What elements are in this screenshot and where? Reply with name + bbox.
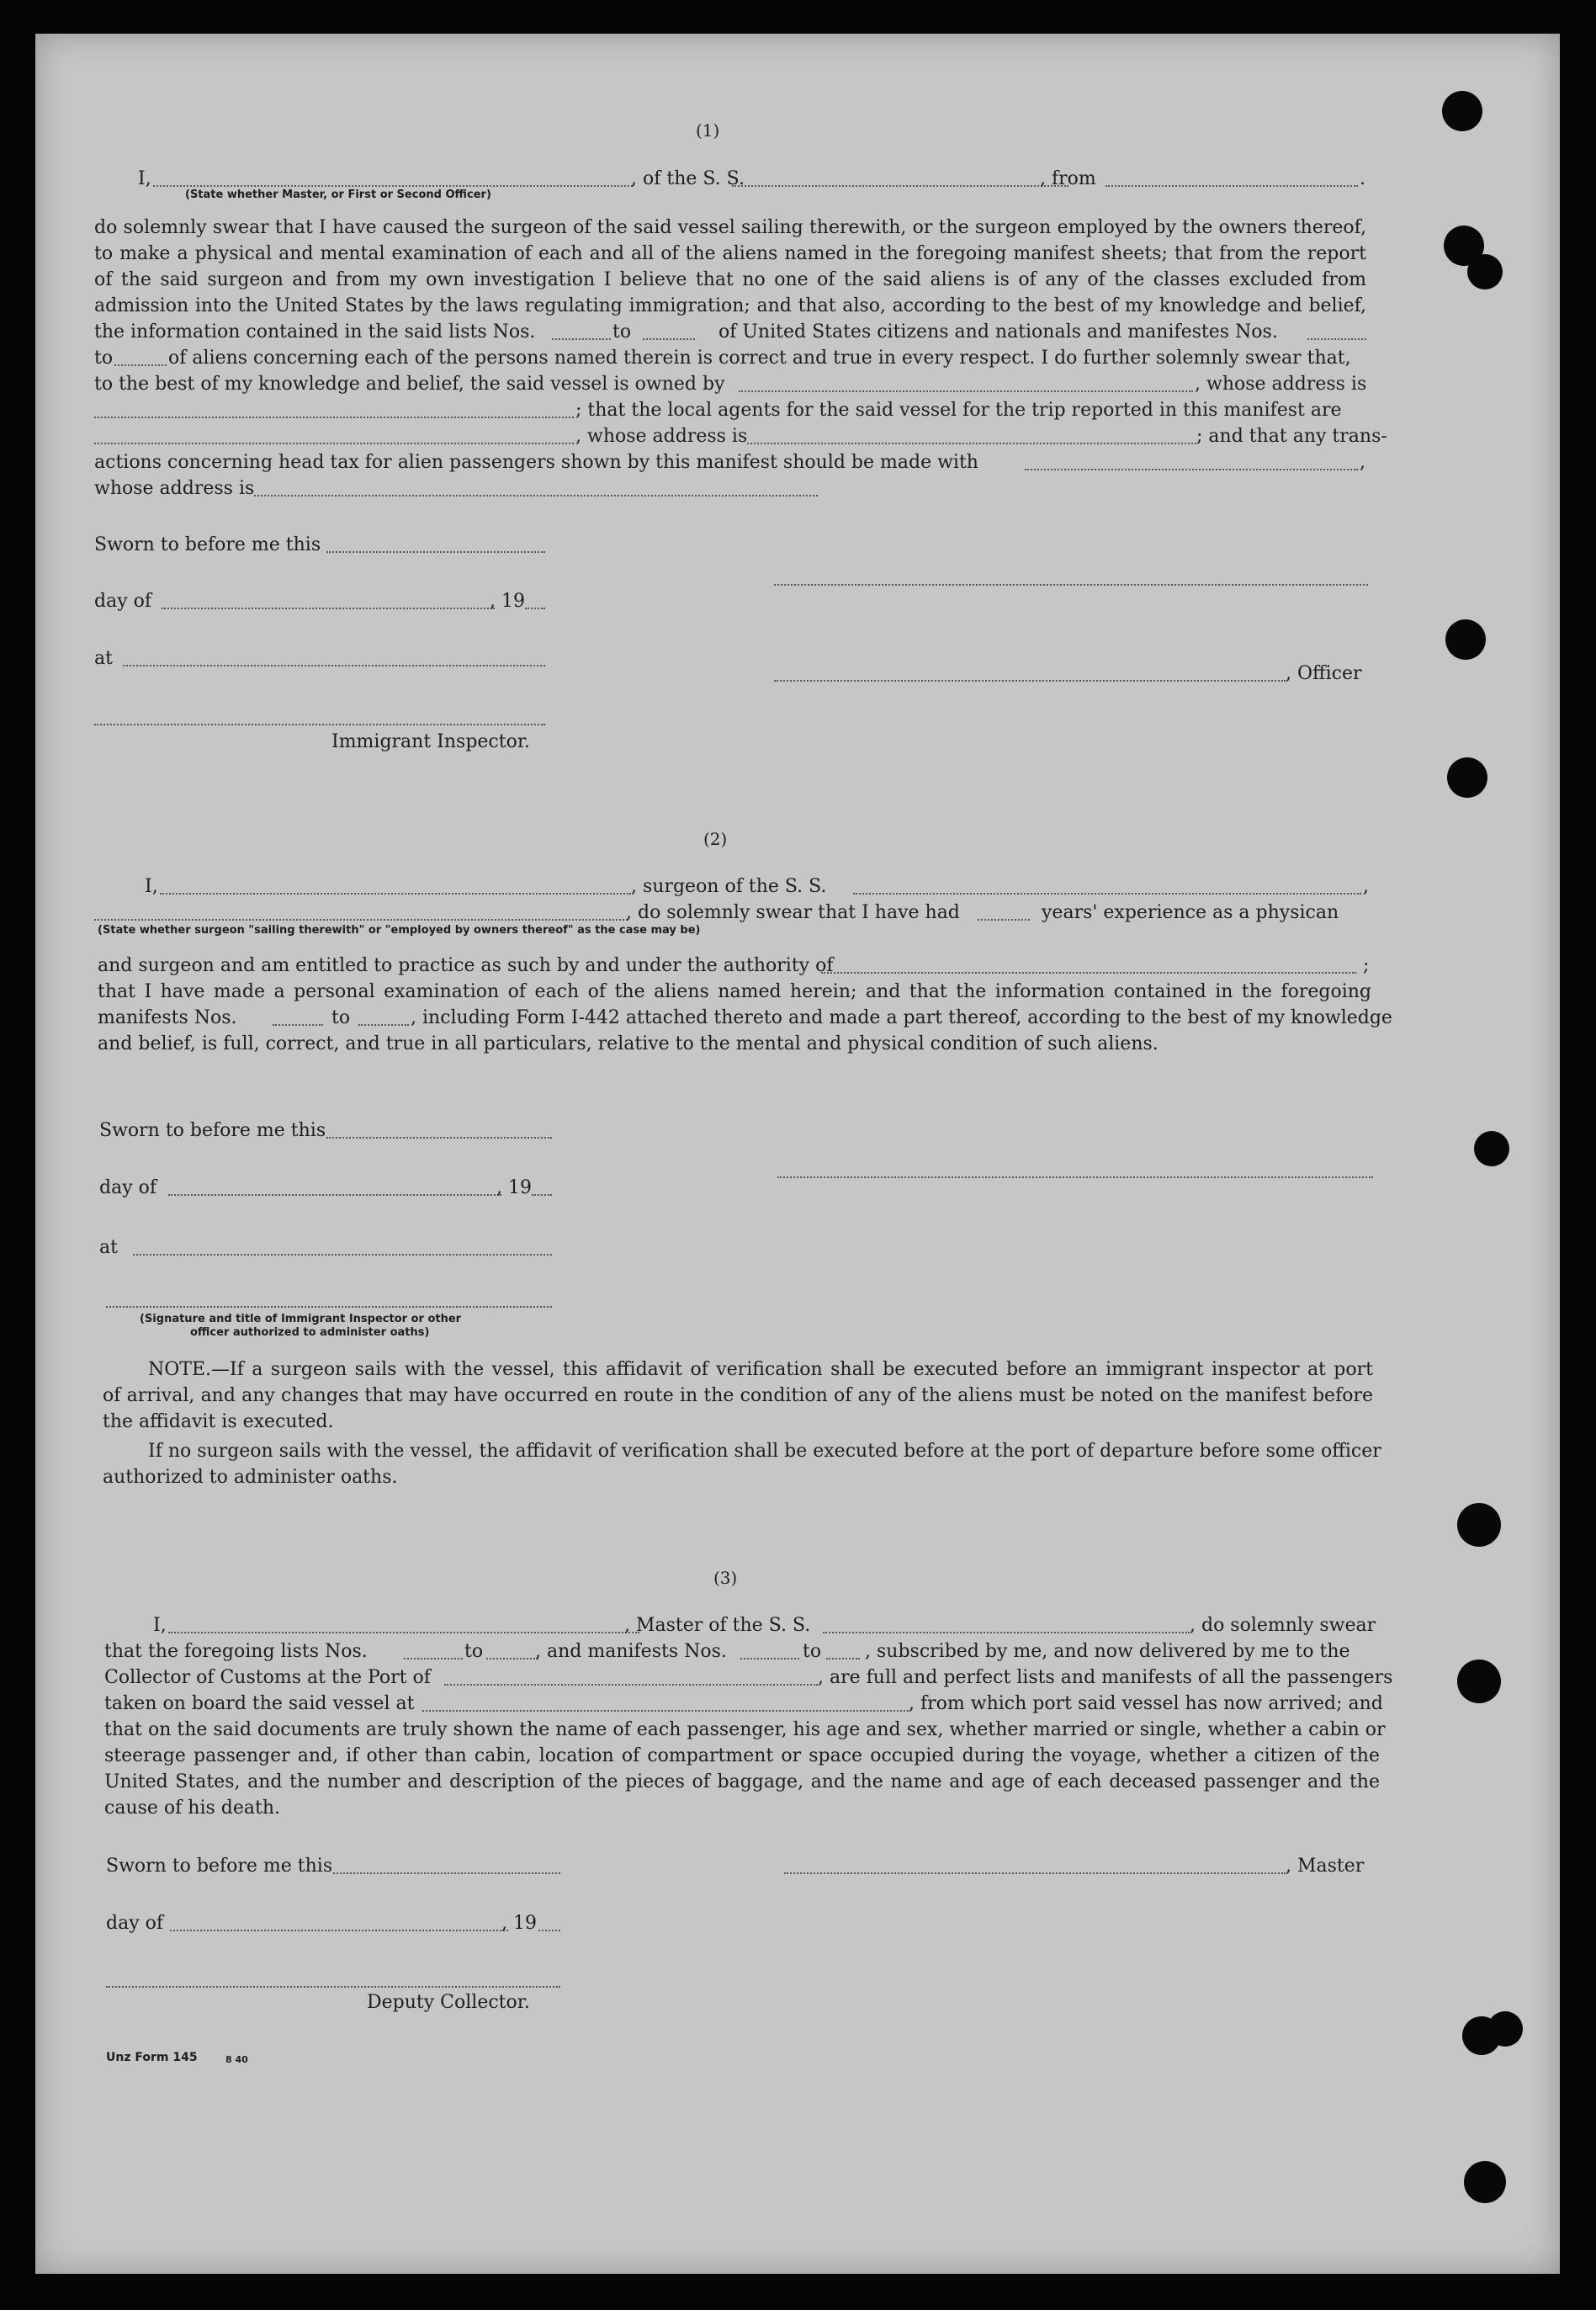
section-number: (1) [696,120,720,141]
fill-line-boarding-port[interactable] [422,1710,909,1712]
text-line: and belief, is full, correct, and true in all particulars, relative to the mental and physical condition of such aliens. [98,1033,1159,1054]
text: actions concerning head tax for alien passengers shown by this manifest should be made with [94,452,978,473]
fill-line-authority[interactable] [821,972,1356,974]
fill-line-year[interactable] [532,1194,552,1196]
text: I, [145,876,158,897]
fill-line-list-to[interactable] [486,1658,538,1659]
fill-line-head-tax-address[interactable] [254,495,818,497]
fill-line-from[interactable] [1106,185,1358,187]
fill-line-local-agents[interactable] [94,443,574,444]
fill-line-agents-address[interactable] [747,443,1196,444]
text-line: cause of his death. [104,1798,280,1819]
punch-hole [1474,1131,1509,1166]
note-text: the affidavit is executed. [103,1411,334,1432]
fill-line-head-tax-party[interactable] [1025,469,1358,470]
fill-line-vessel[interactable] [732,185,1068,187]
instruction-note: (State whether surgeon "sailing therewith" or "employed by owners thereof" as the case may be) [98,924,701,937]
punch-hole [1467,254,1503,289]
fill-line-manifest-to[interactable] [826,1658,860,1659]
text: , including Form I-442 attached thereto and made a part thereof, according to the best of my knowledge [411,1007,1392,1028]
fill-line-list-from[interactable] [404,1658,463,1659]
fill-line-port[interactable] [444,1684,818,1686]
fill-line-sworn-date[interactable] [326,551,545,553]
text: , [1360,452,1365,473]
text: ; [1363,955,1370,976]
punch-hole [1442,91,1482,131]
text: and surgeon and am entitled to practice as such by and under the authority of [98,955,834,976]
form-number: Unz Form 145 [106,2051,198,2064]
fill-line-list-from[interactable] [552,338,611,340]
fill-line-manifest-to[interactable] [114,364,167,366]
text: to [464,1641,484,1662]
text: , and manifests Nos. [535,1641,727,1662]
text-line: do solemnly swear that I have caused the surgeon of the said vessel sailing therewith, or the surgeon employed by the owners thereof, [94,217,1366,238]
signature-note: officer authorized to administer oaths) [190,1326,430,1339]
text-line: steerage passenger and, if other than cabin, location of compartment or space occupied during the voyage, whether a citizen of the [104,1745,1380,1766]
text-line: United States, and the number and description of the pieces of baggage, and the name and age of each deceased passenger and the [104,1771,1380,1792]
day-of-label: day of [94,591,152,612]
text: ; and that any trans- [1196,426,1387,447]
fill-line-vessel[interactable] [823,1632,1190,1633]
text: to [331,1007,351,1028]
fill-line-owner-address[interactable] [94,417,574,418]
fill-line-place[interactable] [133,1254,552,1256]
text-line: of the said surgeon and from my own investigation I believe that no one of the said aliens is of any of the classes excluded from [94,269,1366,290]
text: to [612,321,632,343]
text: , whose address is [1195,374,1367,395]
signature-line-inspector[interactable] [94,724,545,725]
fill-line-surgeon-status[interactable] [94,919,628,921]
form-sheet [35,34,1560,2274]
text: Collector of Customs at the Port of [104,1667,431,1688]
signature-note: (Signature and title of Immigrant Inspector or other [140,1313,462,1325]
text: I, [153,1615,167,1636]
fill-line-surgeon-name[interactable] [160,893,631,895]
text: , whose address is [575,426,748,447]
form-code: 8 40 [225,2054,248,2065]
fill-line-year[interactable] [525,608,545,609]
text: whose address is [94,478,255,499]
fill-line-list-to[interactable] [643,338,695,340]
day-of-label: day of [106,1913,164,1934]
text: , surgeon of the S. S. [631,876,827,897]
fill-line-month[interactable] [170,1930,508,1931]
text-line: that I have made a personal examination of each of the aliens named herein; and that the information contained in the foregoing [98,981,1371,1002]
text-line: to make a physical and mental examination of each and all of the aliens named in the foregoing manifest sheets; that from the report [94,243,1366,264]
sworn-label: Sworn to before me this [106,1856,333,1877]
note-text: authorized to administer oaths. [103,1467,398,1488]
note-text: of arrival, and any changes that may have occurred en route in the condition of any of the aliens must be noted on the manifest before [103,1385,1373,1406]
text: of aliens concerning each of the persons named therein is correct and true in every respect. I do further solemnly swear that, [168,348,1351,369]
punch-hole [1457,1659,1501,1703]
text: , from [1040,168,1096,189]
punch-hole [1447,757,1487,798]
punch-hole [1464,2161,1506,2203]
text: to the best of my knowledge and belief, the said vessel is owned by [94,374,725,395]
fill-line-manifest-from[interactable] [740,1658,799,1659]
text: , Master of the S. S. [624,1615,811,1636]
signature-line-officer[interactable] [774,680,1286,682]
fill-line-years[interactable] [978,919,1030,921]
text: to [803,1641,822,1662]
punch-hole [1445,619,1486,660]
text: , do solemnly swear that I have had [626,902,960,923]
fill-line-month[interactable] [168,1194,501,1196]
fill-line-manifest-to[interactable] [358,1024,409,1026]
text: , from which port said vessel has now arrived; and [909,1693,1383,1714]
deputy-collector-label: Deputy Collector. [367,1992,530,2013]
text: to [94,348,114,369]
at-label: at [99,1237,118,1258]
sworn-label: Sworn to before me this [94,534,321,555]
fill-line-vessel[interactable] [853,893,1361,895]
text: taken on board the said vessel at [104,1693,415,1714]
inspector-label: Immigrant Inspector. [331,731,530,752]
at-label: at [94,648,113,669]
section-number: (2) [703,829,728,849]
instruction-note: (State whether Master, or First or Second Officer) [185,189,491,201]
officer-label: , Officer [1286,663,1362,684]
text-line: that on the said documents are truly shown the name of each passenger, his age and sex, whether married or single, whether a cabin or [104,1719,1386,1740]
signature-line-inspector[interactable] [106,1306,552,1308]
signature-line-1[interactable] [774,584,1368,586]
day-of-label: day of [99,1177,157,1198]
sworn-label: Sworn to before me this [99,1120,326,1141]
signature-line-master[interactable] [784,1872,1286,1874]
text: , are full and perfect lists and manifests of all the passengers [818,1667,1393,1688]
text: the information contained in the said lists Nos. [94,321,536,343]
text-line: admission into the United States by the laws regulating immigration; and that also, according to the best of my knowledge and belief, [94,295,1366,316]
fill-line-manifest-from[interactable] [1307,338,1366,340]
year-label: , 19 [501,1913,537,1934]
fill-line-master-name[interactable] [168,1632,639,1633]
fill-line-sworn-date[interactable] [326,1137,552,1139]
fill-line-owner[interactable] [739,390,1193,392]
fill-line-sworn-date[interactable] [333,1872,560,1874]
text: , subscribed by me, and now delivered by me to the [865,1641,1350,1662]
text: , do solemnly swear [1190,1615,1376,1636]
note-text: If no surgeon sails with the vessel, the affidavit of verification shall be executed before at the port of departure before some officer [148,1441,1381,1462]
text: that the foregoing lists Nos. [104,1641,368,1662]
text: of United States citizens and nationals and manifestes Nos. [718,321,1278,343]
text: . [1360,168,1365,189]
text: years' experience as a physican [1042,902,1339,923]
punch-hole [1487,2011,1523,2047]
text: I, [138,168,151,189]
signature-line-deputy[interactable] [106,1986,560,1988]
section-number: (3) [713,1568,738,1588]
note-text: NOTE.—If a surgeon sails with the vessel, this affidavit of verification shall be executed before an immigrant inspector at port [148,1359,1373,1380]
master-label: , Master [1286,1856,1365,1877]
year-label: , 19 [490,591,525,612]
signature-line-surgeon[interactable] [777,1176,1373,1178]
fill-line-month[interactable] [162,608,495,609]
fill-line-year[interactable] [538,1930,560,1931]
text: ; that the local agents for the said vessel for the trip reported in this manifest are [575,400,1342,421]
year-label: , 19 [496,1177,532,1198]
text: , of the S. S. [631,168,745,189]
text: , [1363,876,1369,897]
punch-hole [1457,1503,1501,1547]
fill-line-place[interactable] [123,665,545,666]
fill-line-officer-name[interactable] [153,185,633,187]
fill-line-manifest-from[interactable] [273,1024,323,1026]
text: manifests Nos. [98,1007,237,1028]
